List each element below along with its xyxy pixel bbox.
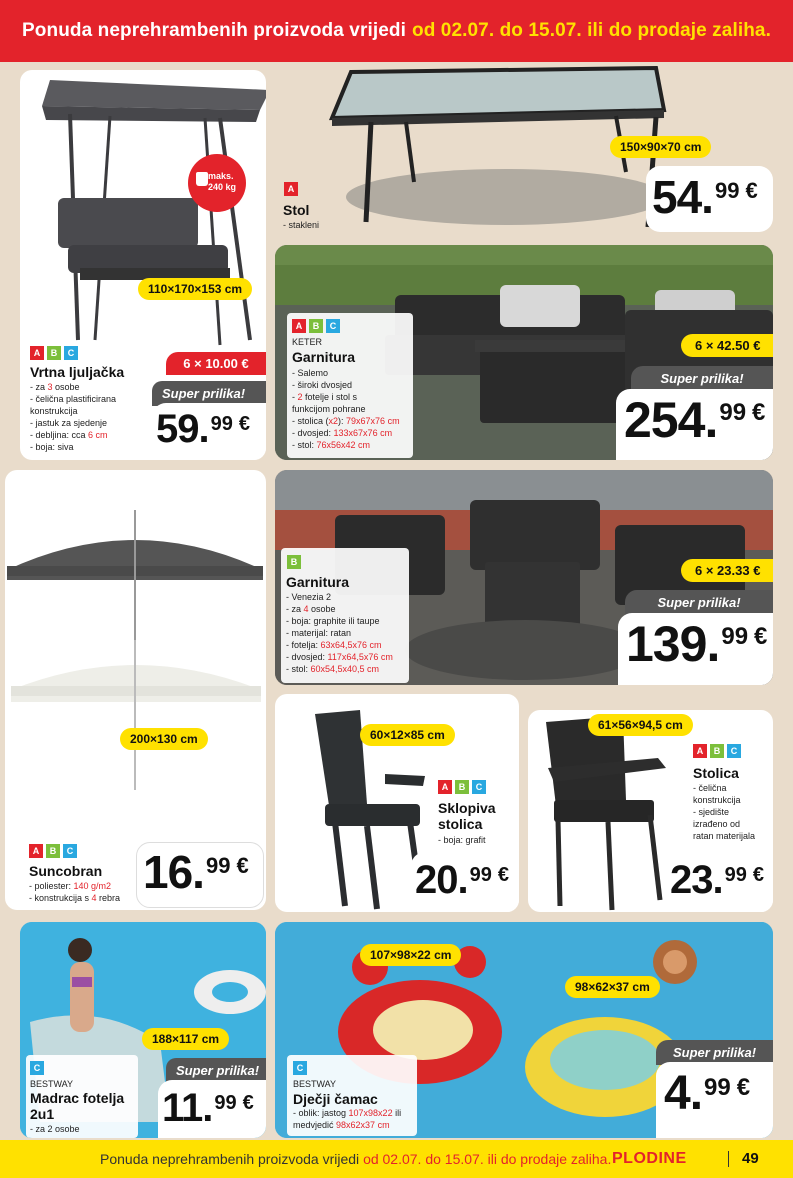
product-name: Sklopiva stolica: [438, 800, 496, 832]
boat-dimensions-lobster: 107×98×22 cm: [360, 944, 461, 966]
badge-c: C: [63, 844, 77, 858]
badge-b: B: [46, 844, 60, 858]
product-specs: - stakleni: [283, 220, 320, 230]
header-validity: od 02.07. do 15.07. ili do prodaje zaliha.: [411, 20, 771, 41]
installments-badge: 6 × 23.33 €: [681, 559, 773, 582]
badge-a: A: [693, 744, 707, 758]
folding-chair-dimensions: 60×12×85 cm: [360, 724, 455, 746]
brand-label: KETER: [292, 337, 323, 347]
energy-badges: [292, 319, 340, 333]
product-specs: - Salemo - široki dvosjed - 2 fotelje i stol s funkcijom pohrane - stolica (x2): 79x67x76 cm - dvosjed: 133x67x76 cm - stol: 76x56x42 cm: [292, 368, 400, 450]
super-deal-badge: Super prilika!: [152, 381, 266, 406]
energy-badges: [287, 555, 301, 569]
product-specs: - boja: grafit: [438, 835, 486, 845]
umbrella-dimensions: 200×130 cm: [120, 728, 208, 750]
price-tag: 23 . 99 €: [666, 852, 773, 912]
product-name: Dječji čamac: [293, 1091, 378, 1107]
weight-label: maks.: [208, 171, 234, 181]
product-specs: - čelična konstrukcija - sjedište izrađeno od ratan materijala: [693, 783, 756, 841]
energy-badges: [30, 346, 78, 360]
product-specs: - Venezia 2 - za 4 osobe - boja: graphite ili taupe - materijal: ratan - fotelja: 63x64,5x76 cm - dvosjed: 117x64,5x76 cm - stol: 60x54,5x40,5 cm: [286, 592, 393, 674]
badge-a: A: [284, 182, 298, 196]
footer-text: Ponuda neprehrambenih proizvoda vrijedi od 02.07. do 15.07. ili do prodaje zaliha.: [100, 1151, 612, 1167]
product-specs: - poliester: 140 g/m2 - konstrukcija s 4 rebra: [29, 881, 121, 903]
product-specs: - za 3 osobe - čelična plastificirana konstrukcija - jastuk za sjedenje - debljina: cca 6 cm - boja: siva: [30, 382, 117, 452]
installments-badge: 6 × 42.50 €: [681, 334, 773, 357]
badge-b: B: [309, 319, 323, 333]
product-specs: - oblik: jastog 107x98x22 ili medvjedić 98x62x37 cm: [293, 1108, 402, 1130]
price-tag: 16 . 99 €: [136, 842, 264, 908]
product-card-venezia[interactable]: [275, 470, 773, 685]
boat-dimensions-bear: 98×62×37 cm: [565, 976, 660, 998]
product-name: Garnitura: [292, 349, 356, 365]
footer-banner: [0, 1140, 793, 1178]
price-tag: 20 . 99 €: [411, 852, 519, 912]
super-deal-badge: Super prilika!: [625, 590, 773, 615]
installments-badge: 6 × 10.00 €: [166, 352, 266, 375]
price-tag: 139 . 99 €: [618, 613, 773, 685]
badge-a: A: [30, 346, 44, 360]
product-card-swing[interactable]: [20, 70, 266, 460]
energy-badges: [693, 744, 741, 758]
weight-value: 240 kg: [208, 182, 237, 192]
badge-c: C: [64, 346, 78, 360]
price-tag: 54 . 99 €: [646, 166, 773, 232]
badge-c: C: [326, 319, 340, 333]
super-deal-badge: Super prilika!: [166, 1058, 266, 1083]
product-name: Stol: [283, 202, 310, 218]
plodine-logo: PLODINE: [612, 1150, 687, 1167]
product-name: Garnitura: [286, 574, 350, 590]
brand-label: BESTWAY: [30, 1079, 74, 1089]
header-text: Ponuda neprehrambenih proizvoda vrijedi: [22, 20, 406, 41]
price-tag: 4 . 99 €: [656, 1062, 773, 1138]
table-dimensions: 150×90×70 cm: [610, 136, 711, 158]
product-name: Suncobran: [29, 863, 103, 879]
badge-b: B: [455, 780, 469, 794]
energy-badges: [293, 1061, 307, 1075]
badge-c: C: [727, 744, 741, 758]
energy-badges: [284, 182, 298, 196]
price-tag: 59 . 99 €: [152, 403, 266, 460]
badge-a: A: [29, 844, 43, 858]
price-tag: 11 . 99 €: [158, 1080, 266, 1138]
product-card-boat[interactable]: [275, 922, 773, 1138]
brand-label: BESTWAY: [293, 1079, 337, 1089]
product-card-salemo[interactable]: [275, 245, 773, 460]
badge-c: C: [472, 780, 486, 794]
badge-a: A: [438, 780, 452, 794]
swing-image: [20, 70, 266, 360]
product-card-mattress[interactable]: [20, 922, 266, 1138]
mattress-dimensions: 188×117 cm: [142, 1028, 229, 1050]
product-area-table[interactable]: [276, 62, 773, 240]
badge-b: B: [710, 744, 724, 758]
page-number: 49: [742, 1150, 759, 1167]
product-card-chair[interactable]: [528, 710, 773, 912]
max-weight-badge: [188, 154, 246, 212]
product-name: Stolica: [693, 765, 739, 781]
header-banner: [0, 0, 793, 62]
footer-divider: [728, 1151, 729, 1167]
energy-badges: [29, 844, 77, 858]
price-tag: 254 . 99 €: [616, 389, 773, 460]
badge-b: B: [47, 346, 61, 360]
product-card-folding-chair[interactable]: [275, 694, 519, 912]
energy-badges: [30, 1061, 44, 1075]
product-specs: - za 2 osobe: [30, 1124, 80, 1134]
chair-dimensions: 61×56×94,5 cm: [588, 714, 693, 736]
super-deal-badge: Super prilika!: [631, 366, 773, 391]
badge-b: B: [287, 555, 301, 569]
product-name: Vrtna ljuljačka: [30, 364, 125, 380]
swing-dimensions: 110×170×153 cm: [138, 278, 252, 300]
energy-badges: [438, 780, 486, 794]
badge-c: C: [293, 1061, 307, 1075]
product-card-umbrella[interactable]: [5, 470, 266, 910]
super-deal-badge: Super prilika!: [656, 1040, 773, 1065]
product-name: Madrac fotelja 2u1: [30, 1090, 125, 1122]
badge-c: C: [30, 1061, 44, 1075]
badge-a: A: [292, 319, 306, 333]
weight-icon: [196, 172, 208, 186]
